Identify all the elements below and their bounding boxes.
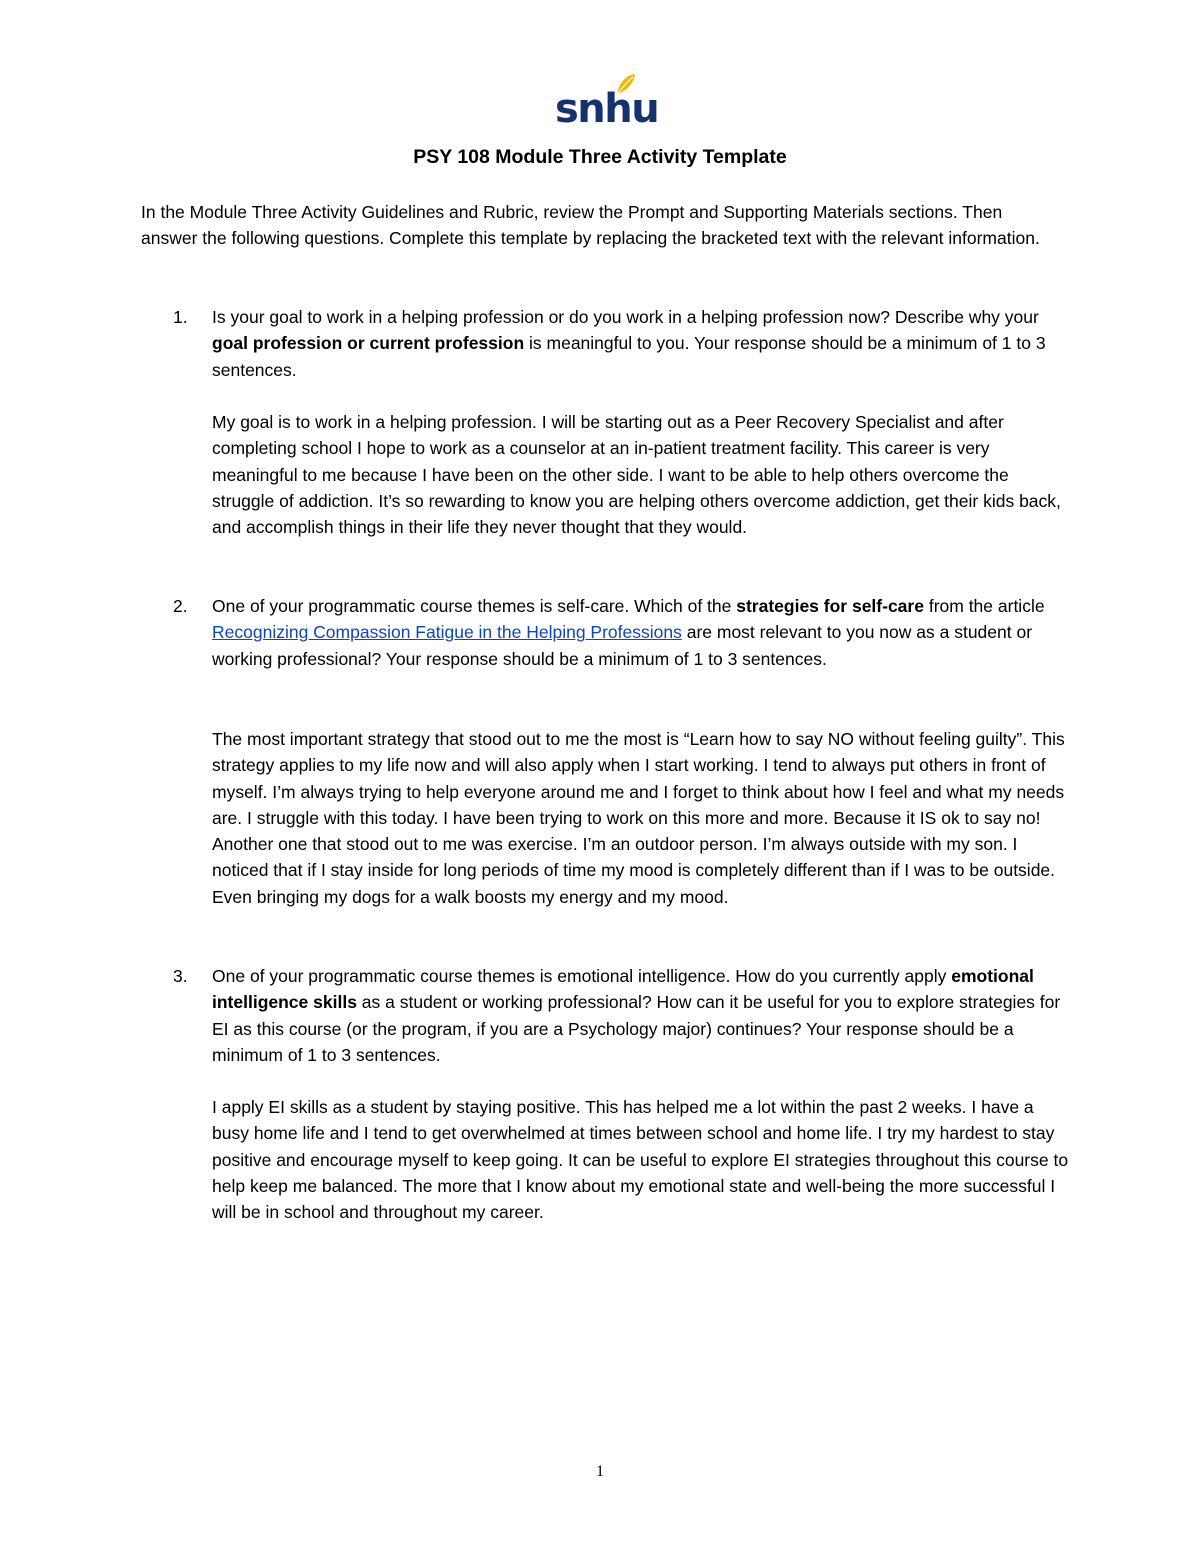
question-3-prompt-end: as a student or working professional? How can it be useful for you to explore strategies for EI as this course (or the program, if you are a Psychology major) continues? Your response should be a minimum of 1 to 3 sentences.: [212, 992, 1061, 1065]
logo-wordmark: snhu: [555, 86, 659, 132]
question-3-prompt-start: One of your programmatic course themes is emotional intelligence. How do you currently apply: [212, 966, 952, 986]
question-2-prompt-mid: from the article: [923, 596, 1045, 616]
question-3-number: 3.: [173, 966, 188, 986]
question-2-answer: The most important strategy that stood out to me the most is “Learn how to say NO without feeling guilty”. This strategy applies to my life now and will also apply when I start working. I tend to always put others in front of myself. I’m always trying to help everyone around me and I forget to think about how I feel and what my needs are. I struggle with this today. I have been trying to work on this more and more. Because it IS ok to say no! Another one that stood out to me was exercise. I’m an outdoor person. I’m always outside with my son. I noticed that if I stay inside for long periods of time my mood is completely different than if I was to be outside. Even bringing my dogs for a walk boosts my energy and my mood.: [212, 729, 1065, 907]
question-3-prompt-bold: emotional intelligence skills: [212, 966, 1034, 1013]
question-2-number: 2.: [173, 596, 188, 616]
question-2-prompt: [212, 593, 1072, 672]
question-3-prompt: [212, 963, 1072, 1068]
question-1-prompt: [212, 304, 1072, 383]
article-link[interactable]: Recognizing Compassion Fatigue in the Helping Professions: [212, 622, 682, 643]
question-1-answer: My goal is to work in a helping profession. I will be starting out as a Peer Recovery Specialist and after completing school I hope to work as a counselor at an in-patient treatment facility. This career is very meaningful to me because I have been on the other side. I want to be able to help others overcome the struggle of addiction. It’s so rewarding to know you are helping others overcome addiction, get their kids back, and accomplish things in their life they never thought that they would.: [212, 412, 1061, 538]
question-1-prompt-bold: goal profession or current profession: [212, 333, 525, 354]
question-2-prompt-start: One of your programmatic course themes is self-care. Which of the: [212, 596, 737, 616]
intro-paragraph: In the Module Three Activity Guidelines and Rubric, review the Prompt and Supporting Materials sections. Then answer the following questions. Complete this template by replacing the bracketed text with the relevant information.: [141, 202, 1040, 249]
question-3-answer: I apply EI skills as a student by staying positive. This has helped me a lot within the past 2 weeks. I have a busy home life and I tend to get overwhelmed at times between school and home life. I try my hardest to stay positive and encourage myself to keep going. It can be useful to explore EI strategies throughout this course to help keep me balanced. The more that I know about my emotional state and well-being the more successful I will be in school and throughout my career.: [212, 1097, 1069, 1223]
snhu-logo: [555, 72, 659, 132]
question-1-number: 1.: [173, 307, 188, 327]
question-1-prompt-start: Is your goal to work in a helping profession or do you work in a helping profession now? Describe why your: [212, 307, 1039, 327]
page-number: 1: [596, 1463, 604, 1480]
question-2-prompt-bold: strategies for self-care: [736, 596, 924, 616]
question-1-prompt-end: is meaningful to you. Your response should be a minimum of 1 to 3 sentences.: [212, 333, 1046, 380]
document-title: PSY 108 Module Three Activity Template: [413, 146, 787, 168]
question-2-prompt-end: are most relevant to you now as a student or working professional? Your response should be a minimum of 1 to 3 sentences.: [212, 622, 1033, 669]
